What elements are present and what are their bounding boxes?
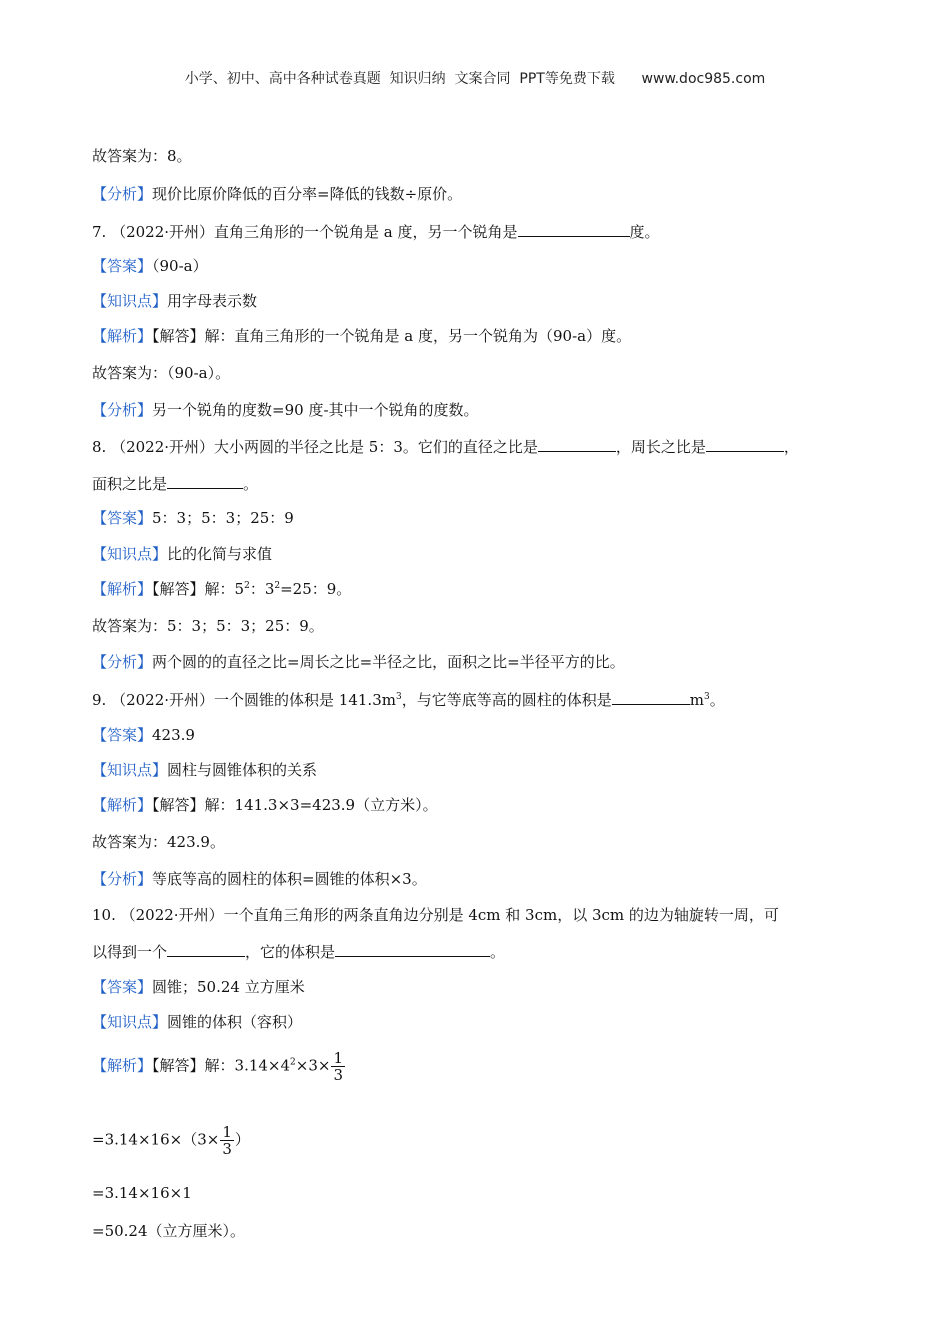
q8-blank-1 bbox=[538, 436, 616, 452]
q9-knowledge: 圆柱与圆锥体积的关系 bbox=[167, 761, 318, 779]
answer-tag: 【答案】 bbox=[92, 726, 153, 744]
q7-solve: 解：直角三角形的一个锐角是 a 度，另一个锐角为（90-a）度。 bbox=[204, 327, 632, 345]
q9-solve: 解：141.3×3=423.9（立方米）。 bbox=[204, 796, 438, 814]
top-conclusion: 故答案为：8。 bbox=[92, 147, 192, 165]
q10-stem-text-2: 以得到一个 bbox=[92, 943, 168, 961]
q7-stem-text: 7. （2022·开州）直角三角形的一个锐角是 a 度，另一个锐角是 bbox=[92, 223, 518, 241]
q7-solve-line bbox=[92, 326, 631, 346]
q10-answer: 圆锥；50.24 立方厘米 bbox=[152, 978, 305, 996]
q9-stem-exp-1: 3 bbox=[395, 692, 402, 702]
q7-knowledge: 用字母表示数 bbox=[167, 292, 258, 310]
knowledge-tag: 【知识点】 bbox=[92, 1013, 168, 1031]
q10-solve-a: 解：3.14×4 bbox=[204, 1056, 291, 1075]
analysis-tag: 【分析】 bbox=[92, 401, 153, 419]
solve-tag: 【解答】 bbox=[152, 1056, 205, 1075]
explain-tag: 【解析】 bbox=[92, 1056, 153, 1075]
solve-tag: 【解答】 bbox=[152, 796, 205, 814]
q8-knowledge: 比的化简与求值 bbox=[167, 545, 273, 563]
page-header: 小学、初中、高中各种试卷真题 知识归纳 文案合同 PPT等免费下载 www.doc985.com bbox=[184, 71, 766, 87]
q7-answer: （90-a） bbox=[152, 257, 208, 275]
q7-answer-line bbox=[92, 256, 208, 276]
q9-analysis: 等底等高的圆柱的体积=圆锥的体积×3。 bbox=[152, 870, 427, 888]
q10-step1-fraction-denominator: 3 bbox=[222, 1140, 232, 1158]
q8-solve-exp-1: 2 bbox=[244, 581, 250, 591]
q10-step1-fraction-numerator: 1 bbox=[222, 1123, 232, 1141]
solve-tag: 【解答】 bbox=[152, 327, 205, 345]
q8-solve-c: =25：9。 bbox=[280, 580, 352, 598]
q8-solve-a: 解：5 bbox=[204, 580, 245, 598]
q8-answer-line bbox=[92, 508, 294, 528]
q8-stem-cont bbox=[92, 473, 258, 494]
answer-tag: 【答案】 bbox=[92, 257, 153, 275]
q10-stem: 10. （2022·开州）一个直角三角形的两条直角边分别是 4cm 和 3cm，以 3cm 的边为轴旋转一周，可 bbox=[92, 906, 779, 924]
analysis-tag: 【分析】 bbox=[92, 653, 153, 671]
q7-knowledge-line bbox=[92, 291, 257, 311]
knowledge-tag: 【知识点】 bbox=[92, 761, 168, 779]
q9-answer-blank bbox=[612, 689, 690, 705]
q8-solve-b: ：3 bbox=[249, 580, 275, 598]
q8-stem-text-2: ，周长之比是 bbox=[615, 438, 706, 456]
top-analysis-text: 现价比原价降低的百分率=降低的钱数÷原价。 bbox=[152, 185, 463, 203]
q10-fraction-denominator: 3 bbox=[333, 1066, 344, 1084]
q9-stem-text: 9. （2022·开州）一个圆锥的体积是 141.3m bbox=[92, 691, 396, 709]
q9-stem bbox=[92, 689, 725, 710]
q8-blank-2 bbox=[706, 436, 784, 452]
q10-step-2: =3.14×16×1 bbox=[92, 1184, 192, 1202]
q9-solve-line bbox=[92, 795, 438, 815]
top-analysis-line bbox=[92, 184, 462, 204]
q10-fraction bbox=[331, 1050, 345, 1083]
q8-stem-text-4: 面积之比是 bbox=[92, 475, 168, 493]
q10-stem-text-3: ，它的体积是 bbox=[245, 943, 336, 961]
q7-analysis-line bbox=[92, 400, 479, 420]
q8-stem-text: 8. （2022·开州）大小两圆的半径之比是 5：3。它们的直径之比是 bbox=[92, 438, 538, 456]
q8-conclusion: 故答案为：5：3；5：3；25：9。 bbox=[92, 617, 324, 635]
q8-analysis: 两个圆的的直径之比=周长之比=半径之比，面积之比=半径平方的比。 bbox=[152, 653, 625, 671]
q10-step1-a: =3.14×16×（3× bbox=[92, 1130, 220, 1149]
analysis-tag: 【分析】 bbox=[92, 870, 153, 888]
explain-tag: 【解析】 bbox=[92, 580, 153, 598]
knowledge-tag: 【知识点】 bbox=[92, 545, 168, 563]
q9-stem-exp-2: 3 bbox=[703, 692, 710, 702]
q10-step-1 bbox=[92, 1124, 250, 1157]
explain-tag: 【解析】 bbox=[92, 327, 153, 345]
solve-tag: 【解答】 bbox=[152, 580, 205, 598]
q9-answer-line bbox=[92, 725, 195, 745]
analysis-tag: 【分析】 bbox=[92, 185, 153, 203]
q7-stem-unit: 度。 bbox=[629, 223, 660, 241]
q7-conclusion: 故答案为：（90-a）。 bbox=[92, 364, 231, 382]
q9-stem-text-2: ，与它等底等高的圆柱的体积是 bbox=[401, 691, 612, 709]
q10-solve-line bbox=[92, 1050, 346, 1083]
q10-knowledge-line bbox=[92, 1012, 302, 1032]
q10-step-3: =50.24（立方厘米）。 bbox=[92, 1222, 246, 1240]
explain-tag: 【解析】 bbox=[92, 796, 153, 814]
q9-answer: 423.9 bbox=[152, 726, 195, 744]
q10-step1-fraction bbox=[220, 1124, 234, 1157]
q10-stem-end: 。 bbox=[490, 943, 506, 961]
q9-stem-end: 。 bbox=[709, 691, 725, 709]
q9-stem-unit: m bbox=[689, 691, 704, 709]
q8-stem bbox=[92, 436, 799, 457]
q8-solve-exp-2: 2 bbox=[274, 581, 281, 591]
q10-fraction-numerator: 1 bbox=[333, 1049, 344, 1067]
q8-knowledge-line bbox=[92, 544, 272, 564]
q8-stem-text-5: 。 bbox=[243, 475, 259, 493]
q8-solve-line bbox=[92, 579, 351, 599]
q7-stem bbox=[92, 221, 660, 242]
q8-blank-3 bbox=[167, 473, 243, 489]
q9-conclusion: 故答案为：423.9。 bbox=[92, 833, 225, 851]
q7-answer-blank bbox=[518, 221, 630, 237]
q9-analysis-line bbox=[92, 869, 427, 889]
q10-solve-b: ×3× bbox=[295, 1056, 331, 1075]
answer-tag: 【答案】 bbox=[92, 509, 153, 527]
q10-knowledge: 圆锥的体积（容积） bbox=[167, 1013, 303, 1031]
q9-knowledge-line bbox=[92, 760, 317, 780]
q8-analysis-line bbox=[92, 652, 625, 672]
q7-analysis: 另一个锐角的度数=90 度-其中一个锐角的度数。 bbox=[152, 401, 479, 419]
q8-answer: 5：3；5：3；25：9 bbox=[152, 509, 294, 527]
q10-blank-2 bbox=[335, 941, 490, 957]
q10-blank-1 bbox=[167, 941, 245, 957]
answer-tag: 【答案】 bbox=[92, 978, 153, 996]
q10-solve-exp: 2 bbox=[290, 1057, 296, 1068]
q10-answer-line bbox=[92, 977, 305, 997]
q10-step1-b: ） bbox=[234, 1130, 250, 1149]
knowledge-tag: 【知识点】 bbox=[92, 292, 168, 310]
q10-stem-cont bbox=[92, 941, 505, 962]
q8-stem-text-3: ， bbox=[783, 438, 799, 456]
